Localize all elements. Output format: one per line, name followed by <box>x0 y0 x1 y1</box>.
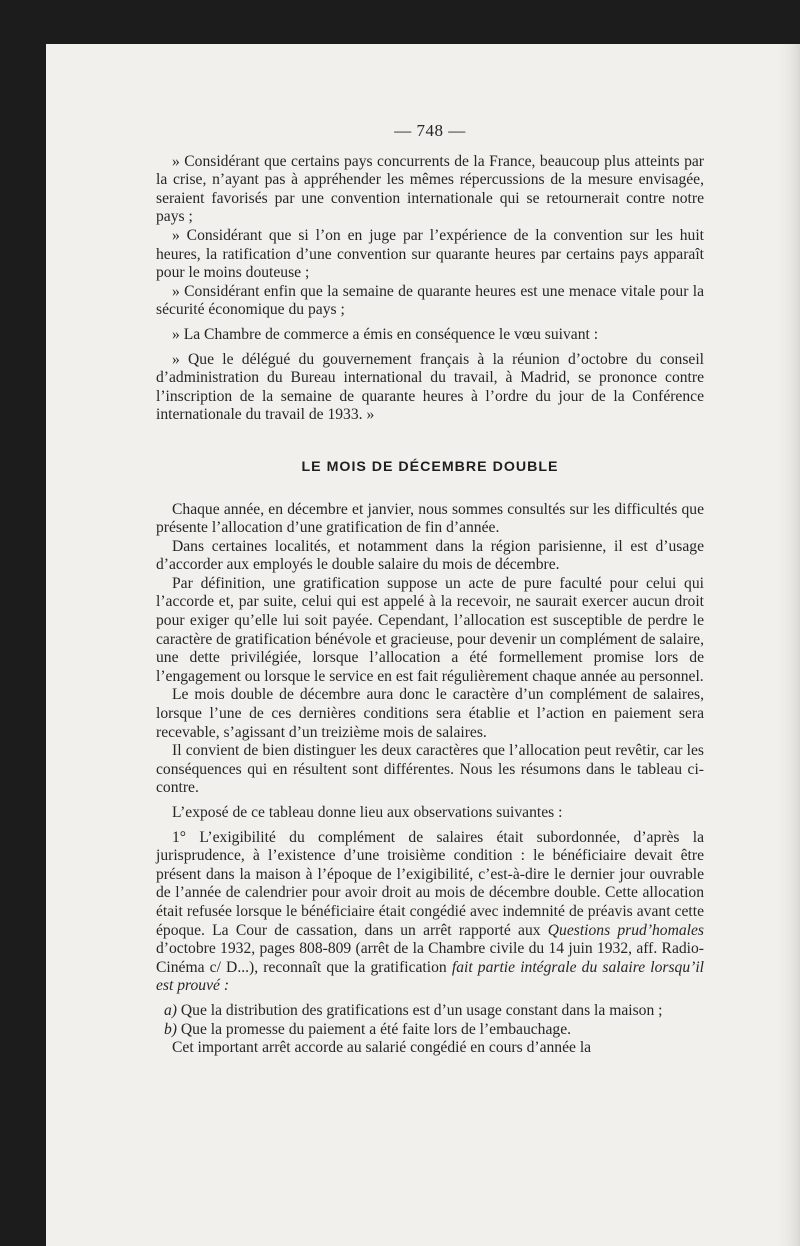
observations-intro: L’exposé de ce tableau donne lieu aux observations suivantes : <box>172 804 563 821</box>
intro-paragraph: » Considérant enfin que la semaine de quarante heures est une menace vitale pour la sécurité économique du pays ; <box>156 282 704 319</box>
body-paragraph: Le mois double de décembre aura donc le caractère d’un complément de salaires, lorsque l’une de ces dernières conditions sera établie et l’action en paiement sera recevable, s’agissant d’un treizième mois de salaires. <box>156 686 704 741</box>
list-marker: b) <box>164 1020 177 1038</box>
intro-paragraph: » Considérant que si l’on en juge par l’expérience de la convention sur les huit heures, la ratification d’une convention sur quarante heures par certains pays apparaît pour le moins douteuse ; <box>156 226 704 282</box>
point-1-text-b: d’octobre 1932, pages 808-809 (arrêt de la Chambre civile du 14 juin 1932, aff. Radio-Cinéma c/ D...), reconnaît que la gratification <box>156 940 704 976</box>
section-title: LE MOIS DE DÉCEMBRE DOUBLE <box>301 458 559 475</box>
intro-paragraph: » Que le délégué du gouvernement français à la réunion d’octobre du conseil d’administration du Bureau international du travail, à Madrid, se prononce contre l’inscription de la semaine de quarante heures à l’ordre du jour de la Conférence internationale du travail de 1933. » <box>156 350 704 424</box>
observation-point-1 <box>156 829 704 996</box>
list-item-text: Que la promesse du paiement a été faite lors de l’embauchage. <box>177 1020 572 1038</box>
body-paragraph: Dans certaines localités, et notamment dans la région parisienne, il est d’usage d’accorder aux employés le double salaire du mois de décembre. <box>156 537 704 574</box>
body-paragraph: Il convient de bien distinguer les deux caractères que l’allocation peut revêtir, car les conséquences qui en résultent sont différentes. Nous les résumons dans le tableau ci-contre. <box>156 742 704 797</box>
body-paragraph: Par définition, une gratification suppose un acte de pure faculté pour celui qui l’accorde et, par suite, celui qui est appelé à la recevoir, ne saurait exercer aucun droit pour exiger qu’elle lui soit payée. Cependant, l’allocation est susceptible de perdre le caractère de gratification bénévole et gracieuse, pour devenir un complément de salaire, une dette privilégiée, lorsque l’allocation a été formellement promise lors de l’engagement ou lorsque le service en est fait régulièrement chaque année au personnel. <box>156 574 704 685</box>
document-page <box>46 44 800 1246</box>
point-1-italic-citation: Questions prud’homales <box>547 921 704 939</box>
list-marker: a) <box>164 1001 177 1019</box>
body-paragraph: Chaque année, en décembre et janvier, nous sommes consultés sur les difficultés que présente l’allocation d’une gratification de fin d’année. <box>156 500 704 537</box>
closing-paragraph: Cet important arrêt accorde au salarié congédié en cours d’année la <box>172 1039 592 1057</box>
point-1-italic-quote: fait partie intégrale du salaire lorsqu’il est prouvé : <box>156 958 705 995</box>
page-text-block <box>156 122 704 1058</box>
list-item <box>156 1021 704 1040</box>
intro-paragraph: » La Chambre de commerce a émis en conséquence le vœu suivant : <box>172 325 599 343</box>
page-number: — 748 — <box>394 121 466 140</box>
list-item <box>156 1002 704 1021</box>
page-fold-shadow <box>778 44 800 1246</box>
point-1-text-a: 1° L’exigibilité du complément de salaires était subordonnée, d’après la jurisprudence, à l’existence d’une troisième condition : le bénéficiaire devait être présent dans la maison à l’époque de l’exigibilité, c’est-à-dire le dernier jour ouvrable de l’année de calendrier pour avoir droit au mois de décembre double. Cette allocation était refusée lorsque le bénéficiaire était congédié avec indemnité de préavis avant cette époque. La Cour de cassation, dans un arrêt rapporté aux <box>156 828 704 939</box>
list-item-text: Que la distribution des gratifications est d’un usage constant dans la maison ; <box>177 1001 663 1019</box>
intro-paragraph: » Considérant que certains pays concurrents de la France, beaucoup plus atteints par la crise, n’ayant pas à appréhender les mêmes répercussions de la mesure envisagée, seraient favorisés par une convention internationale qui se retournerait contre notre pays ; <box>156 152 704 226</box>
